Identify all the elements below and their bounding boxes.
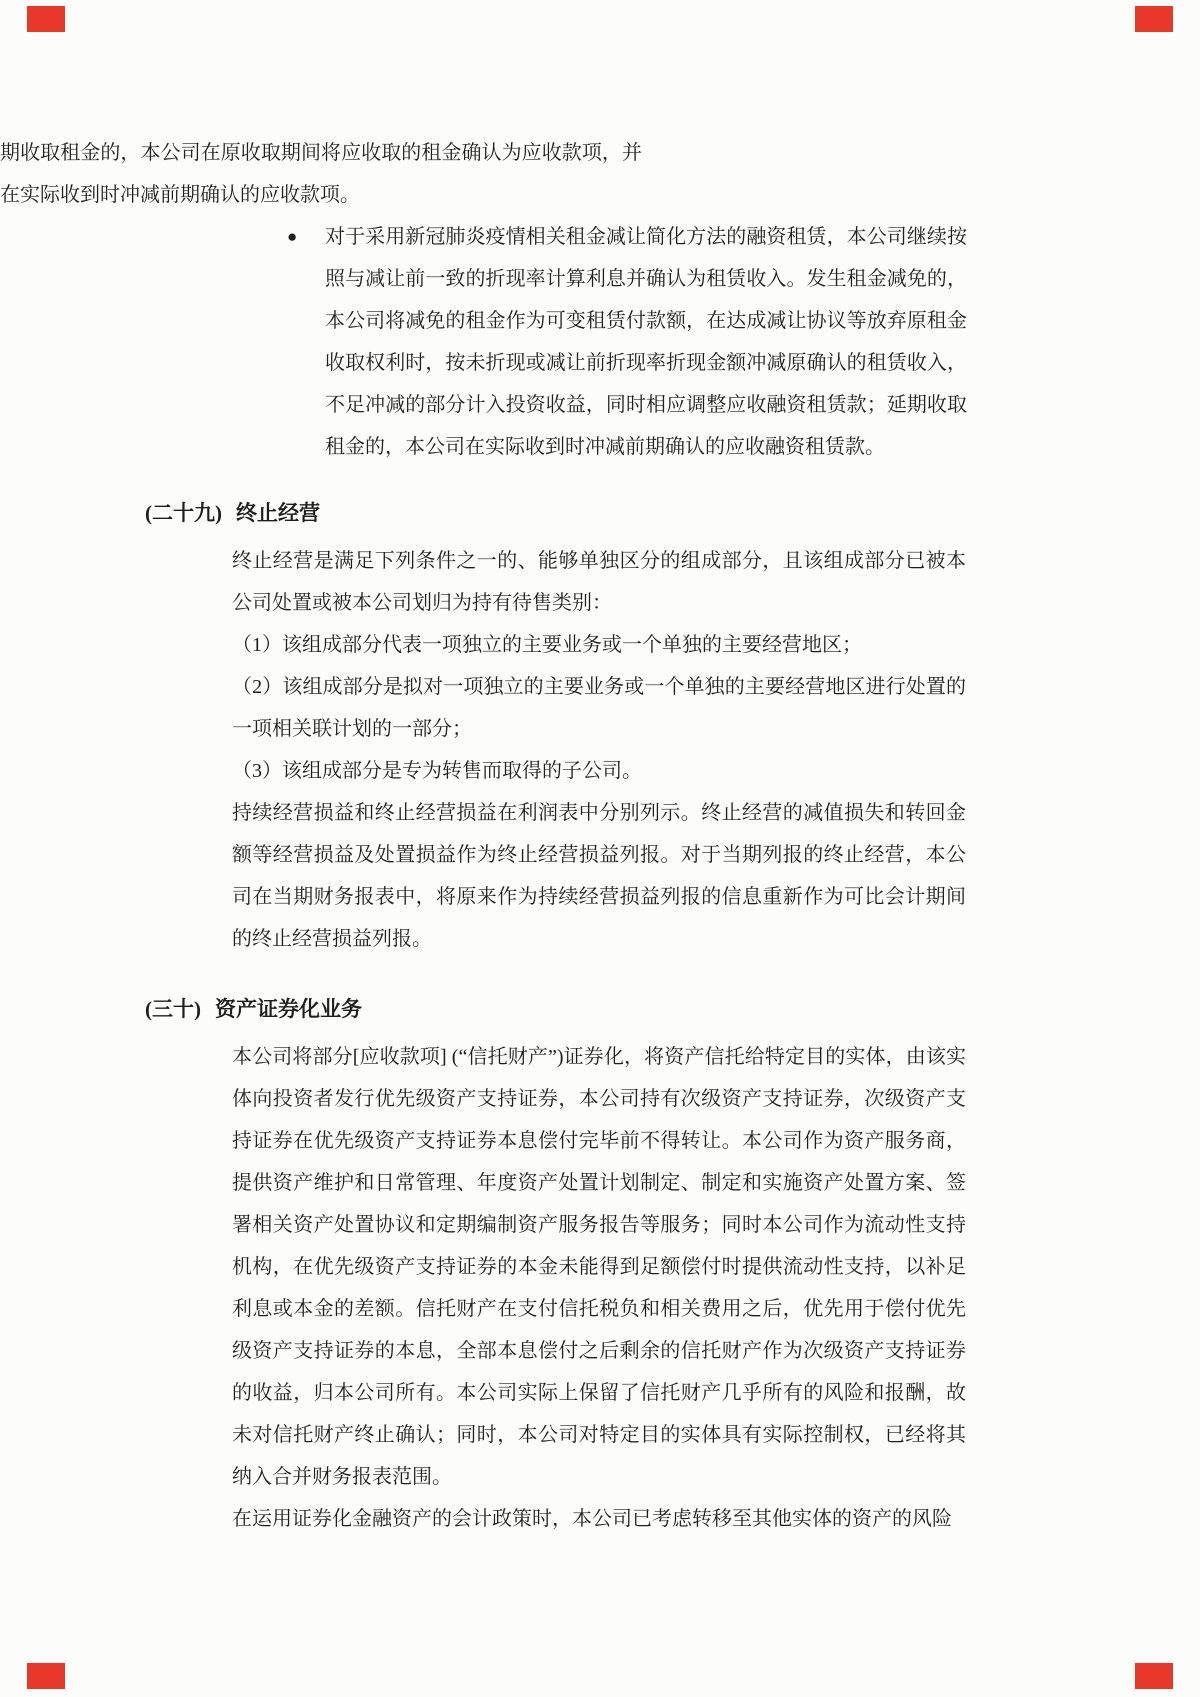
paragraph: 持续经营损益和终止经营损益在利润表中分别列示。终止经营的减值损失和转回金额等经营损益及处置损益作为终止经营损益列报。对于当期列报的终止经营，本公司在当期财务报表中，将原来作为持续经营损益列报的信息重新作为可比会计期间的终止经营损益列报。 [232,802,966,950]
list-item-3: （3）该组成部分是专为转售而取得的子公司。 [232,760,642,782]
bullet-icon: ● [287,227,298,246]
section-heading [145,492,1200,534]
section-title: 终止经营 [236,501,320,525]
paragraph: 本公司将部分[应收款项] (“信托财产”)证券化，将资产信托给特定目的实体，由该实体向投资者发行优先级资产支持证券，本公司持有次级资产支持证券，次级资产支持证券在优先级资产支持证券本息偿付完毕前不得转让。本公司作为资产服务商，提供资产维护和日常管理、年度资产处置计划制定、制定和实施资产处置方案、签署相关资产处置协议和定期编制资产服务报告等服务；同时本公司作为流动性支持机构，在优先级资产支持证券的本金未能得到足额偿付时提供流动性支持，以补足利息或本金的差额。信托财产在支付信托税负和相关费用之后，优先用于偿付优先级资产支持证券的本息，全部本息偿付之后剩余的信托财产作为次级资产支持证券的收益，归本公司所有。本公司实际上保留了信托财产几乎所有的风险和报酬，故未对信托财产终止确认；同时，本公司对特定目的实体具有实际控制权，已经将其纳入合并财务报表范围。 [232,1046,966,1488]
section-body [232,1036,966,1540]
list-item-1: （1）该组成部分代表一项独立的主要业务或一个单独的主要经营地区； [232,634,862,656]
paragraph: 在运用证券化金融资产的会计政策时，本公司已考虑转移至其他实体的资产的风险 [232,1508,952,1530]
section-asset-securitization [0,988,1200,1540]
bullet-item-text: 对于采用新冠肺炎疫情相关租金减让简化方法的融资租赁，本公司继续按照与减让前一致的折现率计算利息并确认为租赁收入。发生租金减免的，本公司将减免的租金作为可变租赁付款额，在达成减让协议等放弃原租金收取权利时，按未折现或减让前折现率折现金额冲减原确认的租赁收入，不足冲减的部分计入投资收益，同时相应调整应收融资租赁款；延期收取租金的，本公司在实际收到时冲减前期确认的应收融资租赁款。 [325,226,967,458]
section-number: (三十) [145,997,201,1021]
corner-mark-bottom-right [1135,1663,1173,1689]
bullet-item [287,216,1200,468]
section-number: (二十九) [145,501,222,525]
section-title: 资产证券化业务 [215,997,362,1021]
bullet-continuation-text: 期收取租金的，本公司在原收取期间将应收取的租金确认为应收款项，并在实际收到时冲减前期确认的应收款项。 [0,142,642,206]
section-heading [145,988,1200,1030]
section-body [232,540,966,960]
corner-mark-bottom-left [27,1663,65,1689]
section-discontinued-operations [0,492,1200,960]
paragraph: 终止经营是满足下列条件之一的、能够单独区分的组成部分，且该组成部分已被本公司处置或被本公司划归为持有待售类别： [232,550,966,614]
list-item-2: （2）该组成部分是拟对一项独立的主要业务或一个单独的主要经营地区进行处置的一项相关联计划的一部分； [232,676,966,740]
